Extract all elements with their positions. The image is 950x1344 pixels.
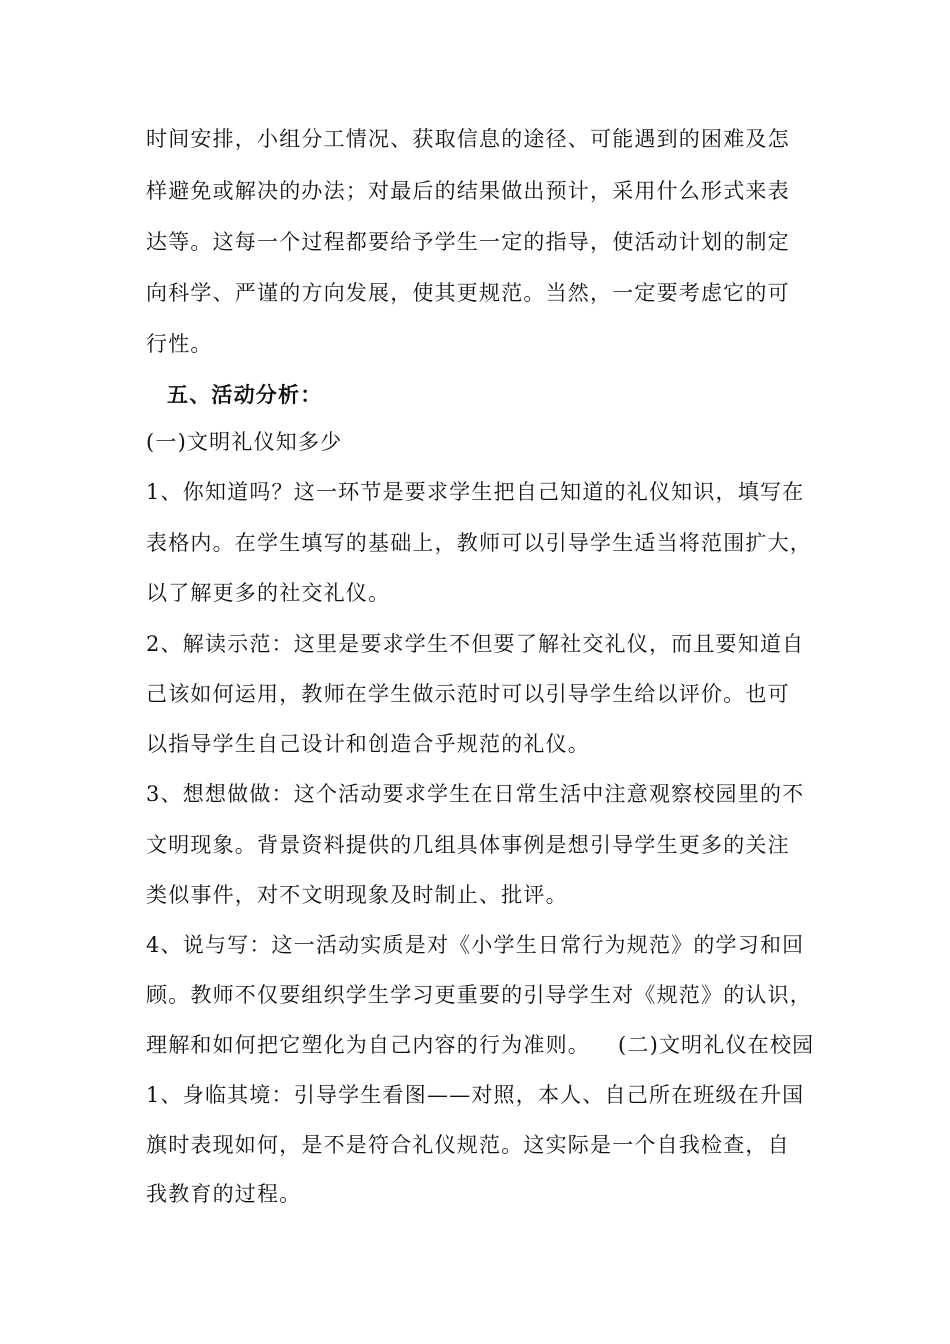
paragraph-line: 以了解更多的社交礼仪。: [146, 581, 391, 605]
subsection-heading: (一)文明礼仪知多少: [146, 430, 343, 454]
paragraph-line: 达等。这每一个过程都要给予学生一定的指导，使活动计划的制定: [146, 230, 790, 254]
paragraph-line: 向科学、严谨的方向发展，使其更规范。当然，一定要考虑它的可: [146, 281, 790, 305]
paragraph-line: 3、想想做做：这个活动要求学生在日常生活中注意观察校园里的不: [146, 782, 805, 806]
paragraph-line: 我教育的过程。: [146, 1182, 302, 1206]
paragraph-line: 样避免或解决的办法；对最后的结果做出预计，采用什么形式来表: [146, 179, 790, 203]
paragraph-line: 1、你知道吗？这一环节是要求学生把自己知道的礼仪知识，填写在: [146, 480, 805, 504]
paragraph-line: 理解和如何把它塑化为自己内容的行为准则。: [146, 1033, 590, 1057]
paragraph-line: 行性。: [146, 332, 213, 356]
paragraph-line-with-subheading: [146, 1031, 846, 1059]
subsection-heading: (二)文明礼仪在校园: [618, 1033, 815, 1057]
paragraph-line: 文明现象。背景资料提供的几组具体事例是想引导学生更多的关注: [146, 833, 790, 857]
paragraph-line: 旗时表现如何，是不是符合礼仪规范。这实际是一个自我检查，自: [146, 1133, 790, 1157]
section-heading: 五、活动分析：: [167, 382, 323, 407]
paragraph-line: 己该如何运用，教师在学生做示范时可以引导学生给以评价。也可: [146, 682, 790, 706]
paragraph-line: 1、身临其境：引导学生看图——对照，本人、自己所在班级在升国: [146, 1083, 805, 1107]
paragraph-line: 时间安排，小组分工情况、获取信息的途径、可能遇到的困难及怎: [146, 127, 790, 151]
paragraph-line: 表格内。在学生填写的基础上，教师可以引导学生适当将范围扩大，: [146, 531, 812, 555]
paragraph-line: 顾。教师不仅要组织学生学习更重要的引导学生对《规范》的认识，: [146, 983, 812, 1007]
paragraph-line: 以指导学生自己设计和创造合乎规范的礼仪。: [146, 732, 590, 756]
paragraph-line: 4、说与写：这一活动实质是对《小学生日常行为规范》的学习和回: [146, 933, 805, 957]
paragraph-line: 2、解读示范：这里是要求学生不但要了解社交礼仪，而且要知道自: [146, 632, 805, 656]
paragraph-line: 类似事件，对不文明现象及时制止、批评。: [146, 883, 568, 907]
